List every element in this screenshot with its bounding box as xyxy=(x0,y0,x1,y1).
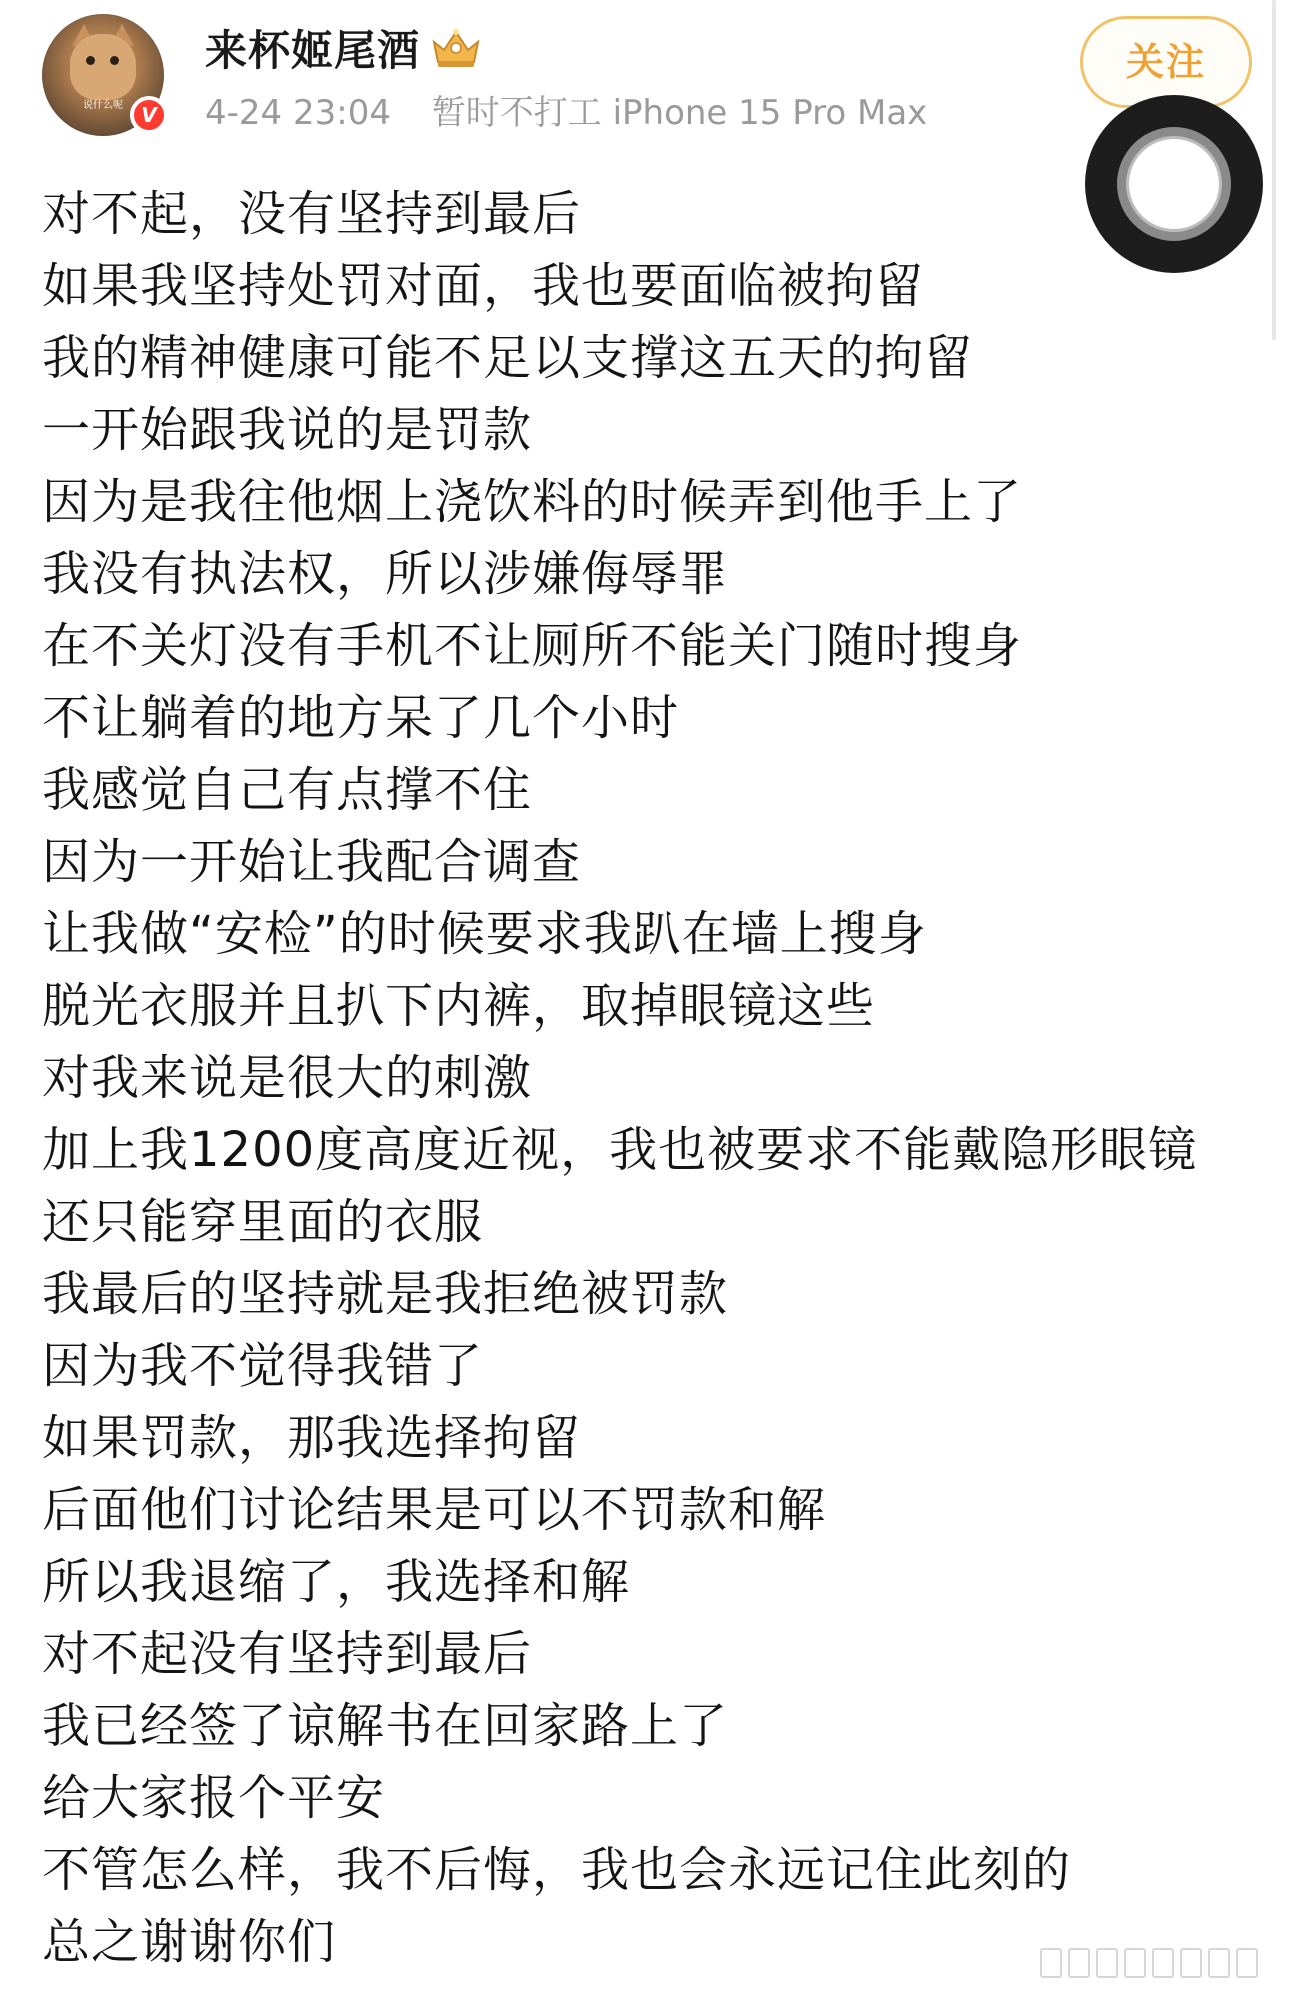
post-source: 暂时不打工 iPhone 15 Pro Max xyxy=(431,93,928,133)
cat-eye-left xyxy=(86,56,95,65)
cat-face xyxy=(70,34,136,100)
post-text-line: 我已经签了谅解书在回家路上了 xyxy=(42,1698,729,1754)
verified-badge-icon: V xyxy=(130,96,168,134)
post-text-line: 如果罚款，那我选择拘留 xyxy=(42,1410,582,1466)
post-meta xyxy=(205,85,957,134)
post-text-line: 加上我1200度高度近视，我也被要求不能戴隐形眼镜 xyxy=(42,1122,1198,1178)
post-text-line: 对我来说是很大的刺激 xyxy=(42,1050,533,1106)
post-text-line: 如果我坚持处罚对面，我也要面临被拘留 xyxy=(42,258,925,314)
post-text-line: 我没有执法权，所以涉嫌侮辱罪 xyxy=(42,546,729,602)
username-row xyxy=(205,18,482,78)
cat-eye-right xyxy=(110,56,119,65)
post-text-line: 因为一开始让我配合调查 xyxy=(42,834,582,890)
post-text-line: 给大家报个平安 xyxy=(42,1770,386,1826)
author-name[interactable]: 来杯姬尾酒 xyxy=(205,26,421,75)
follow-button[interactable]: 关注 xyxy=(1080,16,1252,108)
scrollbar[interactable] xyxy=(1272,0,1276,340)
post-text-line: 不让躺着的地方呆了几个小时 xyxy=(42,690,680,746)
post-text-line: 总之谢谢你们 xyxy=(42,1914,337,1970)
post-text-line: 一开始跟我说的是罚款 xyxy=(42,402,533,458)
post-text-line: 我感觉自己有点撑不住 xyxy=(42,762,533,818)
watermark-icon xyxy=(1040,1948,1258,1978)
post-text-line: 还只能穿里面的衣服 xyxy=(42,1194,484,1250)
post-text-line: 因为我不觉得我错了 xyxy=(42,1338,484,1394)
post-content xyxy=(42,178,1257,1978)
post-text-line: 后面他们讨论结果是可以不罚款和解 xyxy=(42,1482,827,1538)
post-text-line: 不管怎么样，我不后悔，我也会永远记住此刻的 xyxy=(42,1842,1072,1898)
crown-icon xyxy=(430,26,482,70)
post-text-line: 脱光衣服并且扒下内裤，取掉眼镜这些 xyxy=(42,978,876,1034)
post-text-line: 我最后的坚持就是我拒绝被罚款 xyxy=(42,1266,729,1322)
post-text-line: 我的精神健康可能不足以支撑这五天的拘留 xyxy=(42,330,974,386)
post-text-line: 对不起，没有坚持到最后 xyxy=(42,186,582,242)
post-header xyxy=(0,0,1290,160)
post-text-line: 因为是我往他烟上浇饮料的时候弄到他手上了 xyxy=(42,474,1023,530)
post-text-line: 在不关灯没有手机不让厕所不能关门随时搜身 xyxy=(42,618,1023,674)
post-text-line: 所以我退缩了，我选择和解 xyxy=(42,1554,631,1610)
post-text-line: 让我做“安检”的时候要求我趴在墙上搜身 xyxy=(42,906,927,962)
post-timestamp: 4-24 23:04 xyxy=(205,93,391,133)
avatar-caption: 说什么呢 xyxy=(83,100,123,111)
post-text-line: 对不起没有坚持到最后 xyxy=(42,1626,533,1682)
